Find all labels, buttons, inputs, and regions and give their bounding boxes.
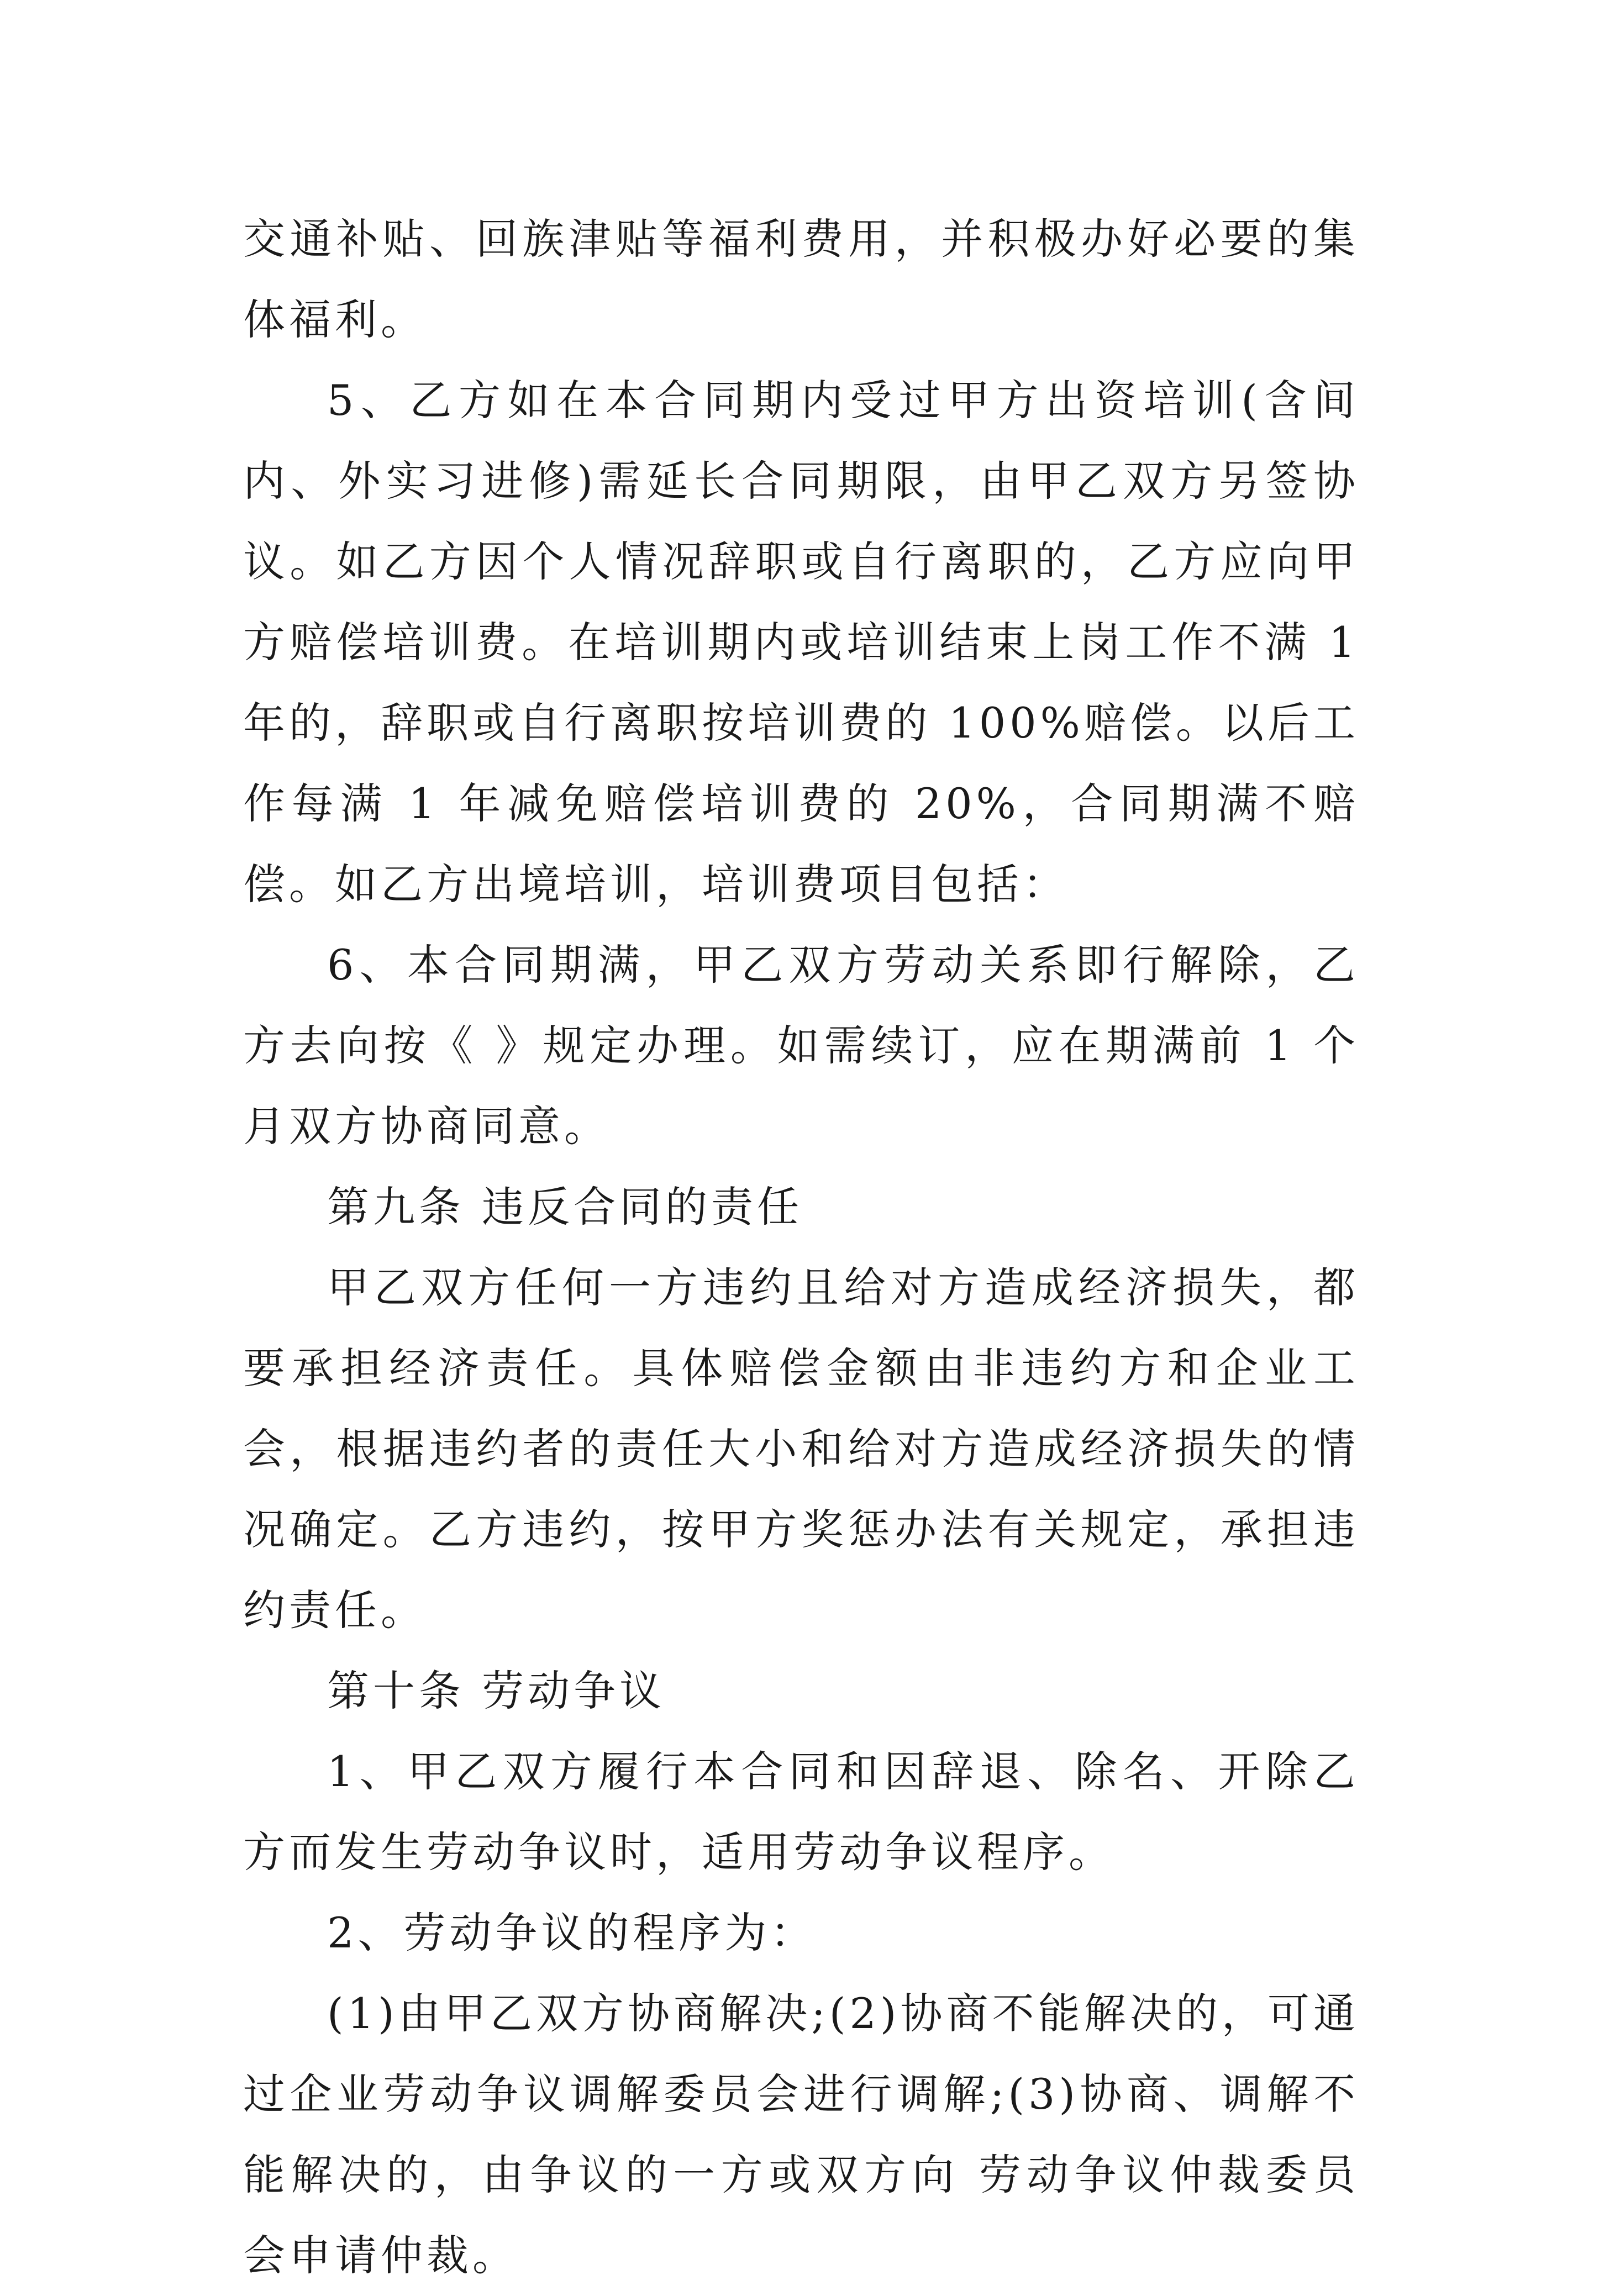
heading-article-10: 第十条 劳动争议 xyxy=(327,1666,666,1715)
paragraph-item-6-expiry: 6、本合同期满，甲乙双方劳动关系即行解除，乙方去向按《 》规定办理。如需续订，应在期满前 1 个月双方协商同意。 xyxy=(243,940,1359,1151)
paragraph-welfare-continued: 交通补贴、回族津贴等福利费用，并积极办好必要的集体福利。 xyxy=(243,214,1359,344)
document-body xyxy=(243,199,1359,2296)
paragraph-article-10-steps: (1)由甲乙双方协商解决;(2)协商不能解决的，可通过企业劳动争议调解委员会进行调解;(3)协商、调解不能解决的，由争议的一方或双方向 劳动争议仲裁委员会申请仲裁。 xyxy=(243,1989,1359,2280)
paragraph-article-10-item-2: 2、劳动争议的程序为： xyxy=(327,1908,817,1957)
heading-article-9: 第九条 违反合同的责任 xyxy=(327,1182,803,1231)
paragraph-item-5-training: 5、乙方如在本合同期内受过甲方出资培训(含间内、外实习进修)需延长合同期限，由甲乙双方另签协议。如乙方因个人情况辞职或自行离职的，乙方应向甲方赔偿培训费。在培训期内或培训结束上岗工作不满 1 年的，辞职或自行离职按培训费的 100%赔偿。以后工作每满 1 年减免赔偿培训费的 20%，合同期满不赔偿。如乙方出境培训，培训费项目包括： xyxy=(243,376,1359,909)
paragraph-article-10-item-1: 1、甲乙双方履行本合同和因辞退、除名、开除乙方而发生劳动争议时，适用劳动争议程序。 xyxy=(243,1747,1359,1877)
paragraph-article-9-body: 甲乙双方任何一方违约且给对方造成经济损失，都要承担经济责任。具体赔偿金额由非违约方和企业工会，根据违约者的责任大小和给对方造成经济损失的情况确定。乙方违约，按甲方奖惩办法有关规定，承担违约责任。 xyxy=(243,1263,1359,1635)
